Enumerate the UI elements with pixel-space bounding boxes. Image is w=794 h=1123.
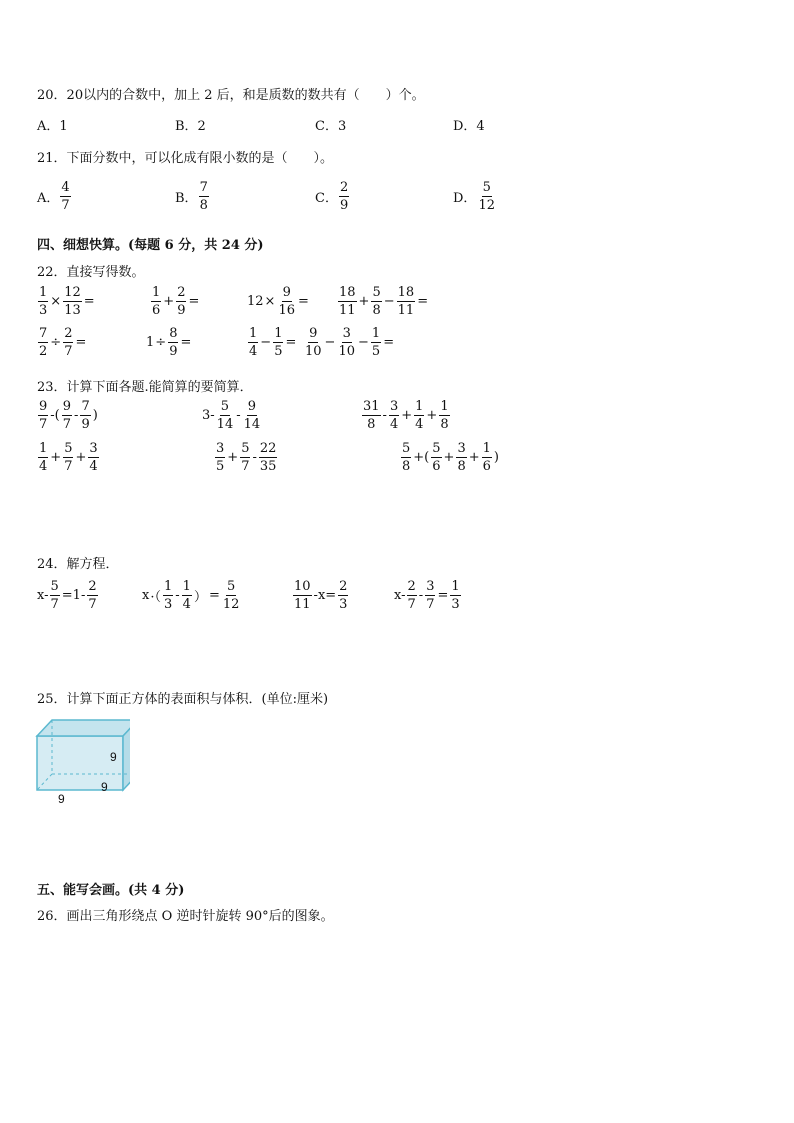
fraction — [304, 327, 323, 358]
denominator: 3 — [39, 303, 48, 318]
q20-option-b: B．2 — [175, 119, 206, 134]
q20-option-d: D．4 — [453, 119, 485, 134]
q24-equation-4: x- $\frac{2}{7}$ - $\frac{3}{7}$ = $\frac{1}{3}$ — [394, 579, 460, 612]
fraction — [293, 580, 312, 611]
numerator: 5 — [402, 441, 411, 456]
q21-stem: 21．下面分数中，可以化成有限小数的是（ ）。 — [37, 151, 334, 166]
q20-stem: 20．20以内的合数中，加上 2 后，和是质数的数共有（ ）个。 — [37, 88, 425, 103]
numerator: 9 — [282, 285, 291, 300]
operator: - — [252, 450, 257, 465]
operator: = — [208, 588, 220, 603]
denominator: 9 — [177, 303, 186, 318]
numerator: 2 — [339, 579, 348, 594]
fraction — [163, 580, 173, 611]
numerator: 9 — [309, 326, 318, 341]
numerator: 5 — [372, 285, 381, 300]
q20-option-a: A．1 — [37, 119, 68, 134]
q26-stem: 26．画出三角形绕点 O 逆时针旋转 90°后的图象。 — [37, 909, 334, 924]
denominator: 8 — [199, 198, 208, 213]
denominator: 14 — [243, 417, 261, 432]
operator: - — [74, 408, 79, 423]
denominator: 7 — [426, 597, 435, 612]
fraction — [407, 580, 417, 611]
numerator: 1 — [274, 326, 283, 341]
numerator: 22 — [259, 441, 277, 456]
operator: + — [163, 294, 175, 309]
denominator: 13 — [64, 303, 81, 318]
numerator: 7 — [39, 326, 48, 341]
operator: - — [418, 588, 424, 603]
q22-expr-5 — [37, 327, 87, 358]
denominator: 4 — [182, 597, 191, 612]
fraction — [414, 400, 424, 431]
numerator: 4 — [61, 180, 70, 195]
operator: = — [417, 294, 429, 309]
denominator: 4 — [389, 417, 399, 432]
operator: ·（ — [150, 590, 161, 605]
operator: = — [75, 335, 87, 350]
numerator: 5 — [220, 399, 230, 414]
operator: = — [298, 294, 309, 309]
option-label: A． — [37, 191, 60, 206]
operator: ） — [193, 590, 207, 605]
operator: − — [383, 294, 395, 309]
q23-expr-2: 3- $\frac{5}{14}$ - $\frac{9}{14}$ — [202, 399, 261, 432]
fraction — [38, 327, 48, 358]
section-4-title: 四、细想快算。(每题 6 分，共 24 分) — [37, 238, 264, 253]
fraction — [482, 442, 492, 473]
fraction — [215, 442, 225, 473]
numerator: 1 — [415, 399, 424, 414]
denominator: 16 — [278, 303, 295, 318]
operator: ) — [92, 408, 98, 423]
denominator: 6 — [432, 459, 441, 474]
fraction — [38, 442, 48, 473]
denominator: 8 — [367, 417, 376, 432]
numerator: 1 — [249, 326, 258, 341]
q24-equation-2: x ·（ $\frac{1}{3}$ - $\frac{1}{4}$ ） = $\frac{5}{12}$ — [142, 579, 240, 612]
q23-expr-4 — [37, 442, 100, 473]
fraction — [62, 400, 72, 431]
fraction — [38, 286, 48, 317]
operator: -x= — [313, 588, 337, 603]
fraction — [456, 442, 466, 473]
fraction — [277, 286, 296, 317]
fraction — [199, 181, 209, 212]
denominator: 7 — [50, 597, 59, 612]
denominator: 7 — [64, 459, 73, 474]
denominator: 10 — [338, 344, 355, 359]
fraction — [450, 580, 460, 611]
option-label: C． — [315, 191, 338, 206]
operator: = — [83, 294, 95, 309]
denominator: 6 — [152, 303, 161, 318]
cube-width-label: 9 — [58, 792, 65, 806]
numerator: 1 — [451, 579, 460, 594]
numerator: 3 — [216, 441, 225, 456]
q24-equation-1: x- $\frac{5}{7}$ =1- $\frac{2}{7}$ — [37, 579, 97, 612]
fraction — [50, 580, 60, 611]
fraction — [182, 580, 192, 611]
operator: + — [358, 294, 370, 309]
q22-expr-2 — [150, 286, 200, 317]
fraction — [168, 327, 178, 358]
operator: = — [188, 294, 200, 309]
fraction — [80, 400, 90, 431]
denominator: 7 — [62, 417, 72, 432]
denominator: 8 — [372, 303, 381, 318]
operator: + — [75, 450, 87, 465]
fraction — [87, 580, 97, 611]
numerator: 1 — [440, 399, 449, 414]
operator: + — [443, 450, 455, 465]
cube-height-label: 9 — [110, 750, 117, 764]
numerator: 5 — [432, 441, 441, 456]
numerator: 1 — [152, 285, 161, 300]
numerator: 5 — [482, 180, 491, 195]
fraction — [339, 181, 349, 212]
q23-expr-1 — [37, 400, 99, 431]
operator: + — [227, 450, 239, 465]
denominator: 4 — [415, 417, 424, 432]
fraction — [439, 400, 449, 431]
numerator: 1 — [482, 441, 491, 456]
fraction — [243, 400, 262, 431]
denominator: 14 — [216, 417, 234, 432]
denominator: 11 — [397, 303, 415, 318]
numerator: 10 — [294, 579, 311, 594]
operator: = — [285, 335, 297, 350]
numerator: 3 — [89, 441, 98, 456]
q21-option-d — [453, 181, 497, 212]
denominator: 8 — [457, 459, 466, 474]
q21-option-c — [315, 181, 350, 212]
numerator: 3 — [389, 399, 399, 414]
numerator: 1 — [163, 579, 173, 594]
fraction — [216, 400, 235, 431]
operator: - — [382, 408, 387, 423]
denominator: 9 — [169, 344, 178, 359]
q21-option-b — [175, 181, 210, 212]
q24-equation-3 — [292, 580, 349, 611]
denominator: 7 — [88, 597, 97, 612]
operator: =1- — [61, 588, 86, 603]
q25-stem: 25．计算下面正方体的表面积与体积．(单位:厘米) — [37, 692, 329, 707]
operator: ÷ — [50, 335, 62, 350]
numerator: 1 — [39, 285, 48, 300]
numerator: 5 — [64, 441, 73, 456]
operator: ÷ — [155, 335, 167, 350]
section-5-title: 五、能写会画。(共 4 分) — [37, 883, 185, 898]
fraction — [389, 400, 399, 431]
denominator: 5 — [216, 459, 225, 474]
q20-option-c: C．3 — [315, 119, 347, 134]
fraction — [60, 181, 70, 212]
denominator: 3 — [451, 597, 460, 612]
fraction — [63, 327, 73, 358]
q22-expr-6: 1 ÷ $\frac{8}{9}$ = — [146, 326, 192, 359]
denominator: 35 — [259, 459, 277, 474]
numerator: 5 — [241, 441, 250, 456]
fraction — [240, 442, 250, 473]
option-label: D． — [453, 191, 477, 206]
numerator: 5 — [50, 579, 59, 594]
fraction — [38, 400, 48, 431]
numerator: 18 — [397, 285, 415, 300]
operator: + — [468, 450, 480, 465]
numerator: 2 — [88, 579, 97, 594]
q22-expr-3: 12 × $\frac{9}{16}$ = — [247, 285, 309, 318]
operator: × — [50, 294, 62, 309]
denominator: 7 — [241, 459, 250, 474]
numerator: 2 — [339, 180, 349, 195]
numerator: 1 — [39, 441, 48, 456]
denominator: 6 — [482, 459, 491, 474]
fraction — [248, 327, 258, 358]
numerator: 2 — [407, 579, 416, 594]
denominator: 9 — [81, 417, 90, 432]
q22-expr-1 — [37, 286, 96, 317]
denominator: 5 — [274, 344, 283, 359]
denominator: 11 — [339, 303, 356, 318]
numerator: 1 — [182, 579, 191, 594]
q24-stem: 24．解方程． — [37, 557, 119, 572]
denominator: 4 — [89, 459, 98, 474]
operator: + — [401, 408, 413, 423]
denominator: 9 — [339, 198, 349, 213]
numerator: 5 — [227, 579, 236, 594]
numerator: 3 — [342, 326, 351, 341]
denominator: 10 — [305, 344, 322, 359]
fraction — [222, 580, 241, 611]
numerator: 9 — [39, 399, 48, 414]
fraction — [63, 286, 82, 317]
fraction — [431, 442, 441, 473]
numerator: 3 — [426, 579, 435, 594]
denominator: 12 — [478, 198, 495, 213]
fraction — [151, 286, 161, 317]
numerator: 31 — [363, 399, 380, 414]
operator: +( — [413, 450, 430, 465]
fraction — [371, 286, 381, 317]
fraction — [425, 580, 435, 611]
option-label: B． — [175, 191, 198, 206]
q23-expr-3 — [361, 400, 451, 431]
operator: = — [180, 335, 192, 350]
fraction — [397, 286, 416, 317]
q22-expr-8 — [303, 327, 395, 358]
denominator: 3 — [163, 597, 173, 612]
denominator: 4 — [249, 344, 258, 359]
denominator: 8 — [440, 417, 449, 432]
operator: × — [264, 294, 276, 309]
numerator: 3 — [457, 441, 466, 456]
numerator: 7 — [199, 180, 208, 195]
cube-depth-label: 9 — [101, 780, 108, 794]
operator: = — [383, 335, 395, 350]
denominator: 4 — [39, 459, 48, 474]
operator: + — [426, 408, 438, 423]
operator: − — [260, 335, 272, 350]
fraction — [371, 327, 381, 358]
fraction — [63, 442, 73, 473]
operator: - — [175, 588, 180, 603]
fraction — [88, 442, 98, 473]
numerator: 9 — [62, 399, 72, 414]
operator: = — [437, 588, 449, 603]
fraction — [401, 442, 411, 473]
fraction — [273, 327, 283, 358]
operator: + — [50, 450, 62, 465]
numerator: 1 — [371, 326, 381, 341]
numerator: 9 — [247, 399, 257, 414]
q23-expr-6 — [400, 442, 500, 473]
denominator: 3 — [339, 597, 348, 612]
cube-top-face — [37, 720, 130, 736]
fraction — [176, 286, 186, 317]
fraction — [477, 181, 496, 212]
q22-expr-4 — [337, 286, 429, 317]
denominator: 7 — [61, 198, 70, 213]
fraction — [362, 400, 381, 431]
operator: -( — [50, 408, 60, 423]
q22-stem: 22．直接写得数。 — [37, 265, 145, 280]
operator: - — [236, 408, 241, 423]
q23-stem: 23．计算下面各题.能简算的要简算． — [37, 380, 253, 395]
denominator: 5 — [371, 344, 381, 359]
numerator: 7 — [81, 399, 90, 414]
denominator: 7 — [64, 344, 73, 359]
fraction — [337, 327, 356, 358]
denominator: 12 — [222, 597, 240, 612]
operator: − — [358, 335, 369, 350]
denominator: 11 — [294, 597, 311, 612]
operator: ) — [493, 450, 499, 465]
q22-expr-7 — [247, 327, 297, 358]
operator: − — [324, 335, 336, 350]
denominator: 7 — [407, 597, 416, 612]
numerator: 12 — [64, 285, 81, 300]
fraction — [259, 442, 278, 473]
numerator: 2 — [177, 285, 186, 300]
numerator: 2 — [64, 326, 73, 341]
numerator: 8 — [169, 326, 178, 341]
fraction — [338, 580, 348, 611]
denominator: 7 — [39, 417, 48, 432]
q23-expr-5 — [214, 442, 278, 473]
denominator: 8 — [402, 459, 411, 474]
denominator: 2 — [39, 344, 48, 359]
fraction — [338, 286, 357, 317]
q21-option-a — [37, 181, 72, 212]
numerator: 18 — [339, 285, 356, 300]
